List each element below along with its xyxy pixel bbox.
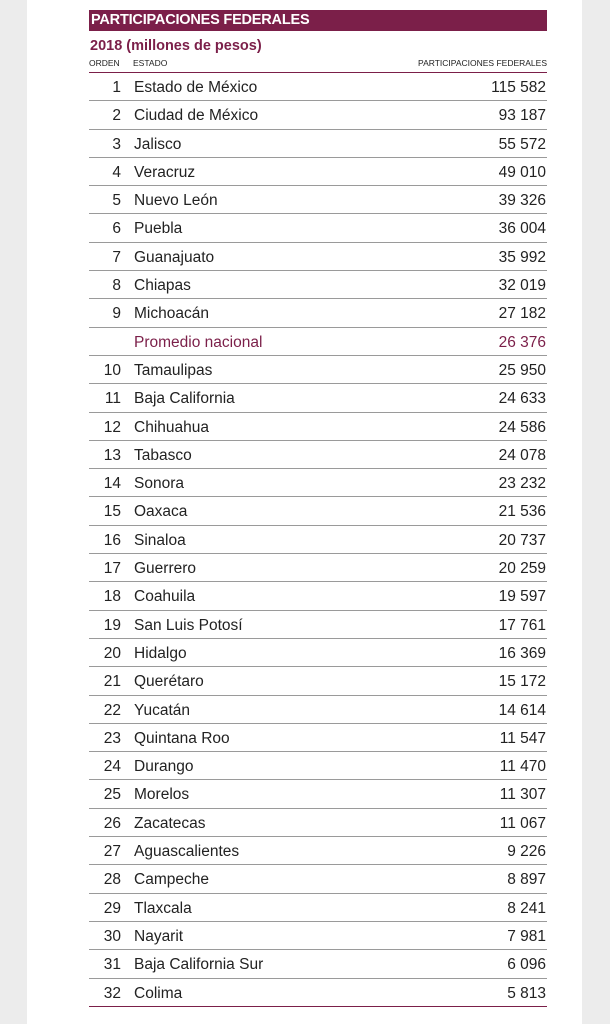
row-rank: 4	[112, 163, 121, 181]
table-row	[89, 497, 547, 525]
table-row	[89, 186, 547, 214]
row-value: 21 536	[498, 503, 546, 521]
table-row	[89, 271, 547, 299]
table-header	[89, 56, 547, 73]
table-row	[89, 554, 547, 582]
table-row	[89, 214, 547, 242]
row-state: Michoacán	[134, 305, 209, 323]
row-rank: 22	[103, 701, 121, 719]
row-rank: 17	[103, 560, 121, 578]
row-state: Aguascalientes	[134, 843, 240, 861]
table-row	[89, 979, 547, 1007]
row-state: Querétaro	[134, 673, 204, 691]
table-row	[89, 73, 547, 101]
table-row	[89, 639, 547, 667]
table-row	[89, 356, 547, 384]
table-row	[89, 441, 547, 469]
row-state: Tamaulipas	[134, 361, 213, 379]
row-state: San Luis Potosí	[134, 616, 243, 634]
participaciones-table	[89, 10, 547, 1007]
document-page	[27, 0, 582, 1024]
row-value: 8 897	[507, 871, 546, 889]
table-row	[89, 611, 547, 639]
row-value: 11 307	[499, 786, 546, 804]
row-state: Veracruz	[134, 163, 196, 181]
row-value: 14 614	[498, 701, 546, 719]
row-value: 11 547	[499, 729, 546, 747]
row-value: 11 470	[499, 758, 546, 776]
row-state: Quintana Roo	[134, 729, 230, 747]
row-value: 55 572	[498, 135, 546, 153]
table-row	[89, 780, 547, 808]
row-state: Campeche	[134, 871, 209, 889]
table-row	[89, 158, 547, 186]
table-title: PARTICIPACIONES FEDERALES	[89, 10, 547, 31]
row-state: Oaxaca	[134, 503, 188, 521]
row-rank: 2	[112, 107, 121, 125]
row-state: Colima	[134, 984, 183, 1002]
table-row	[89, 101, 547, 129]
table-row	[89, 865, 547, 893]
table-row	[89, 922, 547, 950]
row-value: 115 582	[491, 79, 546, 96]
row-state: Chihuahua	[134, 418, 209, 436]
table-row	[89, 526, 547, 554]
row-value: 24 586	[498, 418, 546, 436]
row-rank: 28	[103, 871, 121, 889]
header-orden: ORDEN	[89, 58, 120, 68]
row-value: 26 376	[498, 333, 546, 351]
table-row	[89, 752, 547, 780]
row-rank: 26	[103, 814, 121, 832]
row-rank: 14	[103, 475, 121, 493]
row-state: Baja California Sur	[134, 956, 264, 974]
table-subtitle: 2018 (millones de pesos)	[90, 38, 262, 54]
row-value: 23 232	[498, 475, 546, 493]
row-rank: 9	[112, 305, 121, 323]
row-rank: 15	[103, 503, 121, 521]
row-value: 11 067	[499, 814, 546, 832]
row-state: Nuevo León	[134, 192, 218, 210]
row-value: 39 326	[498, 192, 546, 210]
row-state: Nayarit	[134, 927, 184, 945]
row-state: Morelos	[134, 786, 190, 804]
row-rank: 23	[103, 729, 121, 747]
table-row	[89, 724, 547, 752]
table-row-average	[89, 328, 547, 356]
row-value: 17 761	[498, 616, 546, 634]
table-row	[89, 582, 547, 610]
row-state: Sinaloa	[134, 531, 186, 549]
row-state: Coahuila	[134, 588, 196, 606]
row-state: Guerrero	[134, 560, 197, 578]
row-state: Chiapas	[134, 277, 191, 295]
row-state: Hidalgo	[134, 644, 187, 662]
row-rank: 8	[112, 277, 121, 295]
row-value: 93 187	[498, 107, 546, 125]
row-value: 15 172	[498, 673, 546, 691]
row-state: Guanajuato	[134, 248, 215, 266]
row-value: 49 010	[498, 163, 546, 181]
row-value: 24 078	[498, 446, 546, 464]
table-body	[89, 73, 547, 1007]
row-value: 24 633	[498, 390, 546, 408]
row-state: Tlaxcala	[134, 899, 192, 917]
row-rank: 27	[103, 843, 121, 861]
row-state: Yucatán	[134, 701, 191, 719]
row-rank: 18	[103, 588, 121, 606]
row-state: Zacatecas	[134, 814, 206, 832]
row-rank: 11	[104, 390, 121, 408]
row-state: Baja California	[134, 390, 235, 408]
row-rank: 3	[112, 135, 121, 153]
row-state: Jalisco	[134, 135, 182, 153]
row-rank: 25	[103, 786, 121, 804]
row-rank: 6	[112, 220, 121, 238]
row-value: 6 096	[507, 956, 546, 974]
row-rank: 31	[103, 956, 121, 974]
table-row	[89, 809, 547, 837]
row-value: 35 992	[498, 248, 546, 266]
row-rank: 12	[103, 418, 121, 436]
row-state: Estado de México	[134, 79, 258, 96]
table-row	[89, 243, 547, 271]
row-value: 8 241	[507, 899, 546, 917]
row-value: 7 981	[507, 927, 546, 945]
row-state: Ciudad de México	[134, 107, 259, 125]
table-row	[89, 667, 547, 695]
row-value: 25 950	[498, 361, 546, 379]
row-rank: 5	[112, 192, 121, 210]
table-row	[89, 696, 547, 724]
table-row	[89, 469, 547, 497]
row-rank: 13	[103, 446, 121, 464]
row-state: Sonora	[134, 475, 184, 493]
row-value: 32 019	[498, 277, 546, 295]
row-rank: 24	[103, 758, 121, 776]
row-state: Promedio nacional	[134, 333, 263, 351]
table-row	[89, 384, 547, 412]
row-rank: 16	[103, 531, 121, 549]
row-value: 20 259	[498, 560, 546, 578]
row-rank: 21	[103, 673, 121, 691]
table-row	[89, 299, 547, 327]
row-rank: 7	[112, 248, 121, 266]
table-row	[89, 950, 547, 978]
row-value: 5 813	[507, 984, 546, 1002]
row-state: Tabasco	[134, 446, 192, 464]
table-row	[89, 837, 547, 865]
row-value: 19 597	[498, 588, 546, 606]
header-estado: ESTADO	[133, 58, 168, 68]
row-rank: 20	[103, 644, 121, 662]
header-participaciones: PARTICIPACIONES FEDERALES	[418, 58, 547, 68]
table-row	[89, 413, 547, 441]
table-row	[89, 894, 547, 922]
row-value: 27 182	[498, 305, 546, 323]
row-state: Durango	[134, 758, 194, 776]
row-rank: 1	[112, 79, 121, 96]
table-row	[89, 130, 547, 158]
row-state: Puebla	[134, 220, 183, 238]
row-value: 9 226	[507, 843, 546, 861]
row-rank: 29	[103, 899, 121, 917]
row-rank: 19	[103, 616, 121, 634]
row-value: 20 737	[498, 531, 546, 549]
row-rank: 32	[103, 984, 121, 1002]
row-value: 36 004	[498, 220, 546, 238]
row-rank: 10	[103, 361, 121, 379]
row-rank: 30	[103, 927, 121, 945]
row-value: 16 369	[498, 644, 546, 662]
